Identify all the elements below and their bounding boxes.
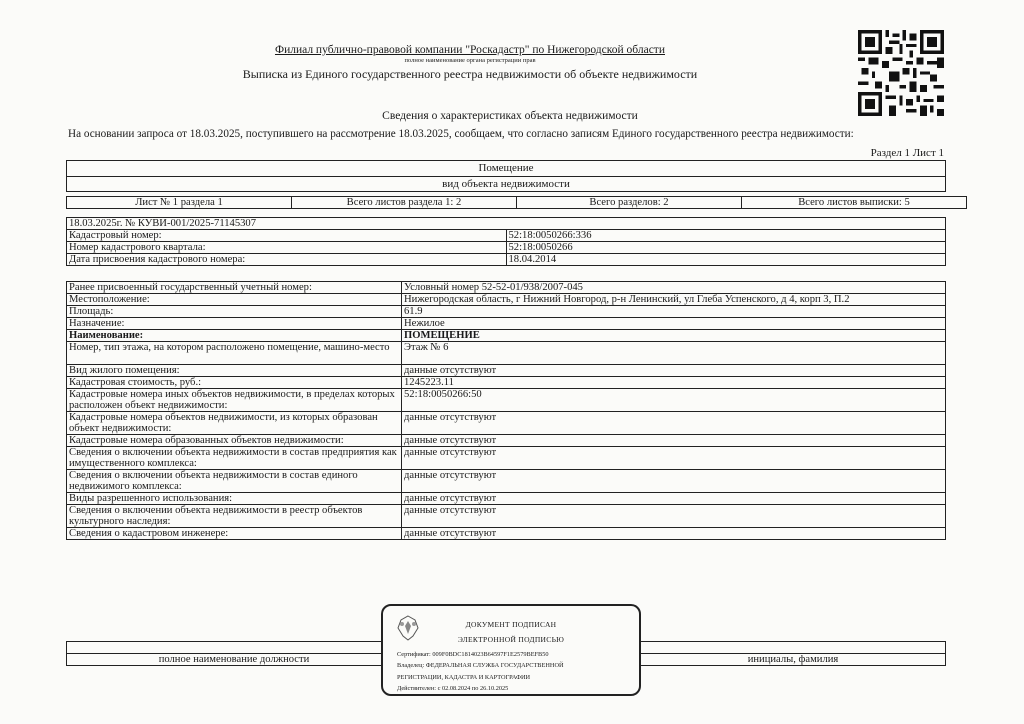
field-label: Сведения о включении объекта недвижимости в состав предприятия как имущественного комплекса: — [67, 447, 402, 470]
field-value: 61.9 — [402, 306, 946, 318]
field-label: Местоположение: — [67, 294, 402, 306]
sig-validity: Действителен: с 02.08.2024 по 26.10.2025 — [397, 685, 509, 692]
object-type-label: вид объекта недвижимости — [442, 178, 570, 190]
sheet-number: Лист № 1 раздела 1 — [67, 197, 292, 209]
field-label: Номер, тип этажа, на котором расположено помещение, машино-место — [67, 342, 402, 365]
field-label: Виды разрешенного использования: — [67, 493, 402, 505]
total-sections: Всего разделов: 2 — [517, 197, 742, 209]
sig-certificate: Сертификат: 009F0BDC1814023B64597F1E2579BEFB50 — [397, 651, 549, 658]
document-title: Выписка из Единого государственного реестра недвижимости об объекте недвижимости — [242, 67, 698, 81]
field-value: 52:18:0050266 — [506, 242, 946, 254]
field-label: Кадастровые номера иных объектов недвижимости, в пределах которых расположен объект недвижимости: — [67, 389, 402, 412]
field-value: данные отсутствуют — [402, 365, 946, 377]
field-value: 52:18:0050266:50 — [402, 389, 946, 412]
field-label: Наименование: — [67, 330, 402, 342]
field-value: Нежилое — [402, 318, 946, 330]
document-subtitle: Сведения о характеристиках объекта недвижимости — [382, 110, 638, 122]
field-value: Этаж № 6 — [402, 342, 946, 365]
field-label: Сведения о кадастровом инженере: — [67, 528, 402, 540]
sheets-table — [66, 196, 967, 209]
name-label: инициалы, фамилия — [641, 654, 946, 666]
field-value: данные отсутствуют — [402, 412, 946, 435]
field-value: данные отсутствуют — [402, 528, 946, 540]
field-value: данные отсутствуют — [402, 470, 946, 493]
sig-owner-2: РЕГИСТРАЦИИ, КАДАСТРА И КАРТОГРАФИИ — [397, 674, 531, 681]
field-value: данные отсутствуют — [402, 435, 946, 447]
field-value: ПОМЕЩЕНИЕ — [402, 330, 946, 342]
object-type-box — [66, 160, 946, 192]
total-extract-sheets: Всего листов выписки: 5 — [742, 197, 967, 209]
cadastral-table — [66, 217, 946, 266]
field-label: Номер кадастрового квартала: — [67, 242, 507, 254]
object-type: Помещение — [67, 161, 945, 177]
sig-title-2: ЭЛЕКТРОННОЙ ПОДПИСЬЮ — [457, 635, 565, 644]
field-label: Кадастровые номера объектов недвижимости, из которых образован объект недвижимости: — [67, 412, 402, 435]
field-label: Сведения о включении объекта недвижимости в состав единого недвижимого комплекса: — [67, 470, 402, 493]
field-value: данные отсутствуют — [402, 447, 946, 470]
field-label: Дата присвоения кадастрового номера: — [67, 254, 507, 266]
e-signature-stamp — [381, 604, 641, 696]
sig-title-1: ДОКУМЕНТ ПОДПИСАН — [465, 620, 557, 629]
position-label: полное наименование должности — [67, 654, 402, 666]
characteristics-table — [66, 281, 946, 540]
doc-number: 18.03.2025г. № КУВИ-001/2025-71145307 — [67, 218, 946, 230]
org-subtitle: полное наименование органа регистрации прав — [404, 57, 536, 64]
field-value: данные отсутствуют — [402, 493, 946, 505]
field-label: Площадь: — [67, 306, 402, 318]
field-label: Кадастровый номер: — [67, 230, 507, 242]
field-label: Ранее присвоенный государственный учетный номер: — [67, 282, 402, 294]
field-label: Назначение: — [67, 318, 402, 330]
field-value: 52:18:0050266:336 — [506, 230, 946, 242]
field-value: данные отсутствуют — [402, 505, 946, 528]
total-section-sheets: Всего листов раздела 1: 2 — [292, 197, 517, 209]
intro-text: На основании запроса от 18.03.2025, поступившего на рассмотрение 18.03.2025, сообщаем, что согласно записям Единого государственного реестра недвижимости: — [68, 128, 854, 140]
section-label: Раздел 1 Лист 1 — [870, 147, 944, 159]
field-value: 1245223.11 — [402, 377, 946, 389]
field-label: Вид жилого помещения: — [67, 365, 402, 377]
sig-owner-1: Владелец: ФЕДЕРАЛЬНАЯ СЛУЖБА ГОСУДАРСТВЕННОЙ — [397, 662, 564, 669]
field-label: Кадастровая стоимость, руб.: — [67, 377, 402, 389]
field-value: 18.04.2014 — [506, 254, 946, 266]
field-value: Нижегородская область, г Нижний Новгород, р-н Ленинский, ул Глеба Успенского, д 4, корп 3, П.2 — [402, 294, 946, 306]
field-label: Кадастровые номера образованных объектов недвижимости: — [67, 435, 402, 447]
field-value: Условный номер 52-52-01/938/2007-045 — [402, 282, 946, 294]
org-title: Филиал публично-правовой компании "Роскадастр" по Нижегородской области — [274, 44, 665, 56]
field-label: Сведения о включении объекта недвижимости в реестр объектов культурного наследия: — [67, 505, 402, 528]
